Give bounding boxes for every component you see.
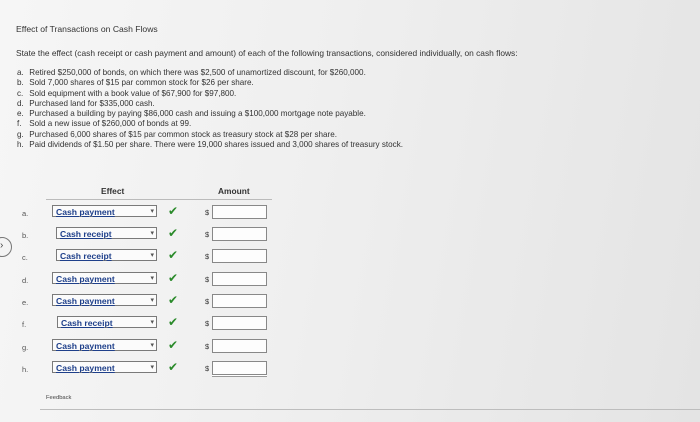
effect-select-value: Cash receipt [60,251,112,261]
feedback-divider [40,409,700,410]
amount-input[interactable] [212,227,267,241]
amount-input[interactable] [212,205,267,219]
list-item-letter: b. [17,78,24,88]
list-item-text: Retired $250,000 of bonds, on which there was $2,500 of unamortized discount, for $260,000. [29,68,366,77]
list-item-text: Paid dividends of $1.50 per share. There were 19,000 shares issued and 3,000 shares of treasury stock. [29,140,403,150]
effect-select-value: Cash payment [56,363,115,373]
list-item [17,109,403,119]
list-item [17,130,403,140]
check-icon: ✔ [168,271,179,285]
chevron-down-icon: ▾ [150,252,154,259]
check-icon: ✔ [168,248,179,262]
effect-select-value: Cash payment [56,341,115,351]
list-item-letter: c. [17,88,24,98]
list-item-text: Purchased 6,000 shares of $15 par common stock as treasury stock at $28 per share. [29,129,337,139]
list-item [17,89,403,99]
table-row [0,294,700,316]
effect-select-value: Cash receipt [60,229,112,239]
amount-input[interactable] [212,316,267,330]
list-item [17,140,403,150]
list-item [17,78,403,88]
effect-select[interactable] [52,205,157,217]
effect-select[interactable] [56,249,157,261]
check-icon: ✔ [168,293,179,307]
page-title: Effect of Transactions on Cash Flows [16,24,158,34]
table-row [0,272,700,294]
check-icon: ✔ [168,338,179,352]
check-icon: ✔ [168,204,179,218]
row-letter: d. [22,276,29,285]
effect-select[interactable] [52,272,157,284]
transaction-list [17,68,403,150]
amount-input[interactable] [212,361,267,375]
currency-symbol: $ [205,297,210,306]
effect-column-header: Effect [101,186,125,196]
instructions: State the effect (cash receipt or cash payment and amount) of each of the following transactions, considered individually, on cash flows: [16,48,518,58]
amount-input[interactable] [212,249,267,263]
check-icon: ✔ [168,226,179,240]
chevron-down-icon: ▾ [150,342,154,349]
chevron-down-icon: ▾ [150,208,154,215]
feedback-label[interactable]: Feedback [46,395,72,401]
list-item-letter: f. [17,119,22,129]
list-item-text: Sold equipment with a book value of $67,900 for $97,800. [29,88,237,98]
row-letter: g. [22,343,29,352]
list-item-text: Purchased a building by paying $86,000 cash and issuing a $100,000 mortgage note payable. [29,109,366,119]
currency-symbol: $ [205,252,210,261]
amount-input[interactable] [212,294,267,308]
list-item-text: Sold 7,000 shares of $15 par common stock for $26 per share. [29,78,254,88]
amount-input[interactable] [212,272,267,286]
table-row [0,249,700,271]
chevron-down-icon: ▾ [150,297,154,304]
table-row [0,316,700,338]
effect-select[interactable] [52,339,157,351]
row-letter: h. [22,365,29,374]
currency-symbol: $ [205,342,210,351]
list-item-letter: e. [17,109,24,119]
table-row [0,227,700,249]
list-item [17,119,403,129]
check-icon: ✔ [168,315,179,329]
effect-select[interactable] [57,316,157,328]
effect-select[interactable] [56,227,157,239]
list-item-text: Purchased land for $335,000 cash. [29,98,155,108]
chevron-right-icon: › [0,240,4,251]
chevron-down-icon: ▾ [150,364,154,371]
currency-symbol: $ [205,364,210,373]
chevron-down-icon: ▾ [150,319,154,326]
list-item-letter: a. [17,68,24,77]
currency-symbol: $ [205,275,210,284]
chevron-down-icon: ▾ [150,275,154,282]
table-row [0,361,700,383]
list-item-letter: h. [17,140,24,150]
effect-select[interactable] [52,361,157,373]
effect-select[interactable] [52,294,157,306]
row-letter: c. [22,253,28,262]
chevron-down-icon: ▾ [150,230,154,237]
amount-column-header: Amount [218,186,250,196]
effect-select-value: Cash payment [56,207,115,217]
list-item-letter: d. [17,98,24,108]
currency-symbol: $ [205,208,210,217]
table-row [0,205,700,227]
effect-select-value: Cash payment [56,296,115,306]
header-divider [46,199,272,200]
list-item [17,99,403,109]
effect-select-value: Cash receipt [61,318,113,328]
effect-select-value: Cash payment [56,274,115,284]
list-item [17,68,403,78]
list-item-text: Sold a new issue of $260,000 of bonds at 99. [29,119,192,129]
row-letter: e. [22,298,29,307]
table-row [0,339,700,361]
currency-symbol: $ [205,230,210,239]
row-letter: f. [22,320,27,329]
list-item-letter: g. [17,129,24,139]
row-letter: b. [22,231,29,240]
check-icon: ✔ [168,360,179,374]
amount-input[interactable] [212,339,267,353]
currency-symbol: $ [205,319,210,328]
row-letter: a. [22,209,29,218]
